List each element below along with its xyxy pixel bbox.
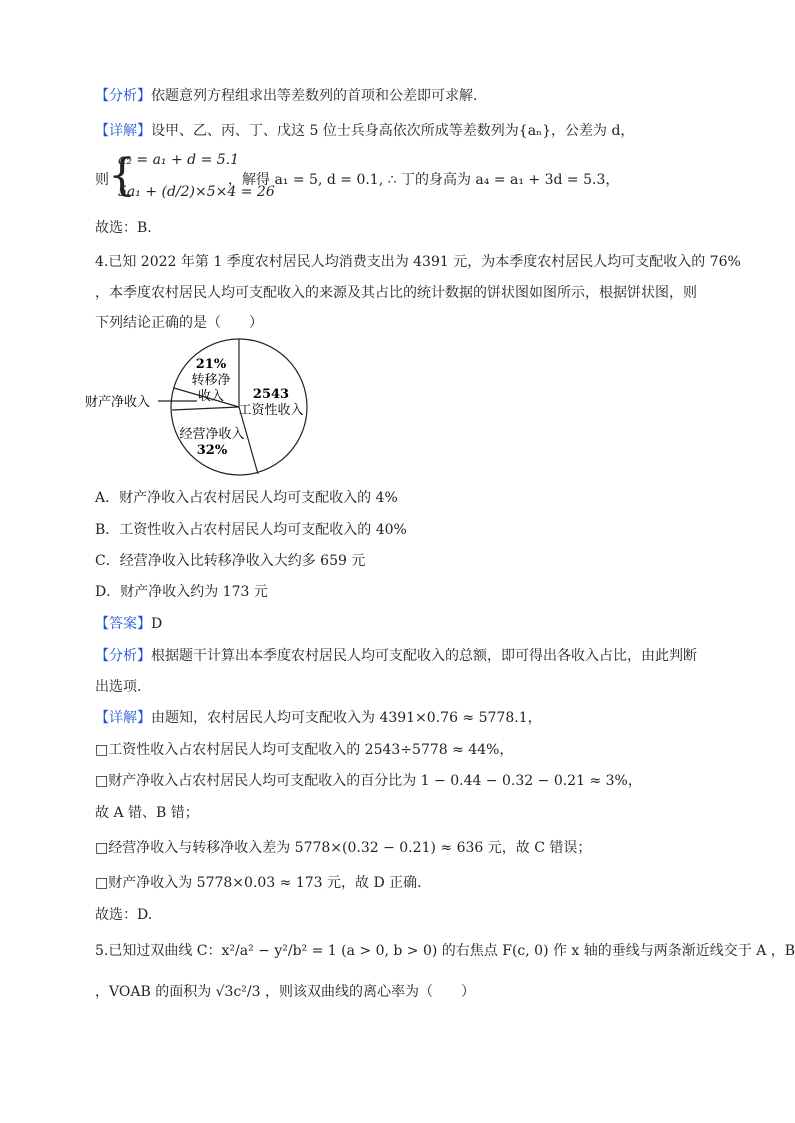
- q4-option-a: A．财产净收入占农村居民人均可支配收入的 4%: [95, 490, 398, 506]
- q4-stem-line-2: ，本季度农村居民人均可支配收入的来源及其占比的统计数据的饼状图如图所示，根据饼状图，则: [95, 285, 697, 301]
- q3-equation-2: 5a₁ + (d/2)×5×4 = 26: [118, 184, 275, 200]
- analysis-tag: 【分析】: [95, 88, 151, 104]
- answer-tag: 【答案】: [95, 616, 151, 632]
- transfer-percent-label: 21%: [195, 357, 227, 372]
- pie-divider-3: [172, 407, 239, 410]
- q3-solve-text: ，解得 a₁ = 5, d = 0.1, ∴ 丁的身高为 a₄ = a₁ + 3d = 5.3，: [228, 172, 620, 188]
- transfer-label-2: 收入: [197, 389, 225, 404]
- q4-analysis-1: [95, 646, 697, 666]
- q3-equation-1: a₂ = a₁ + d = 5.1: [118, 152, 240, 168]
- q4-option-d: D．财产净收入约为 173 元: [95, 584, 268, 600]
- q4-choice: 故选：D.: [95, 907, 153, 923]
- detail-tag: 【详解】: [95, 710, 151, 726]
- q3-choice: 故选：B.: [95, 220, 152, 236]
- answer-value: D: [151, 616, 163, 632]
- detail-text: 设甲、乙、丙、丁、戊这 5 位士兵身高依次所成等差数列为{aₙ}，公差为 d，: [151, 123, 635, 139]
- q4-detail-4: 故 A 错、B 错；: [95, 805, 199, 821]
- q4-option-c: C．经营净收入比转移净收入大约多 659 元: [95, 553, 366, 569]
- q5-stem-line-2: ，VOAB 的面积为 √3c²/3 ，则该双曲线的离心率为（ ）: [95, 984, 475, 1000]
- transfer-label-1: 转移净: [191, 373, 231, 388]
- q4-detail-6: □财产净收入为 5778×0.03 ≈ 173 元，故 D 正确.: [95, 875, 422, 891]
- wage-value-label: 2543: [252, 387, 290, 402]
- analysis-tag: 【分析】: [95, 648, 151, 664]
- analysis-text: 根据题干计算出本季度农村居民人均可支配收入的总额，即可得出各收入占比，由此判断: [151, 648, 697, 664]
- detail-tag: 【详解】: [95, 123, 151, 139]
- business-label: 经营净收入: [179, 427, 245, 442]
- q4-stem-line-3: 下列结论正确的是（ ）: [95, 315, 263, 331]
- q4-analysis-2: 出选项.: [95, 679, 142, 695]
- property-label: 财产净收入: [85, 395, 151, 410]
- business-percent-label: 32%: [196, 443, 228, 458]
- q3-then-prefix: 则: [95, 172, 109, 188]
- q4-detail-5: □经营净收入与转移净收入差为 5778×(0.32 − 0.21) ≈ 636 元，故 C 错误；: [95, 840, 592, 856]
- pie-svg: [85, 333, 315, 483]
- system-brace: {: [108, 150, 136, 201]
- wage-label: 工资性收入: [238, 403, 304, 418]
- q4-stem-line-1: 4.已知 2022 年第 1 季度农村居民人均消费支出为 4391 元，为本季度农村居民人均可支配收入的 76%: [95, 254, 741, 270]
- analysis-text: 依题意列方程组求出等差数列的首项和公差即可求解.: [151, 88, 478, 104]
- detail-text: 由题知，农村居民人均可支配收入为 4391×0.76 ≈ 5778.1，: [151, 710, 542, 726]
- q5-stem-line-1: 5.已知过双曲线 C：x²/a² − y²/b² = 1 (a > 0, b > 0) 的右焦点 F(c, 0) 作 x 轴的垂线与两条渐近线交于 A ，B: [95, 943, 795, 959]
- q3-detail: [95, 121, 634, 141]
- q4-answer: [95, 614, 162, 634]
- q4-detail-1: [95, 708, 542, 728]
- q4-detail-2: □工资性收入占农村居民人均可支配收入的 2543÷5778 ≈ 44%，: [95, 742, 514, 758]
- pie-chart: [85, 333, 315, 483]
- q4-detail-3: □财产净收入占农村居民人均可支配收入的百分比为 1 − 0.44 − 0.32 − 0.21 ≈ 3%，: [95, 773, 642, 789]
- q4-option-b: B．工资性收入占农村居民人均可支配收入的 40%: [95, 522, 407, 538]
- q3-analysis: [95, 86, 477, 106]
